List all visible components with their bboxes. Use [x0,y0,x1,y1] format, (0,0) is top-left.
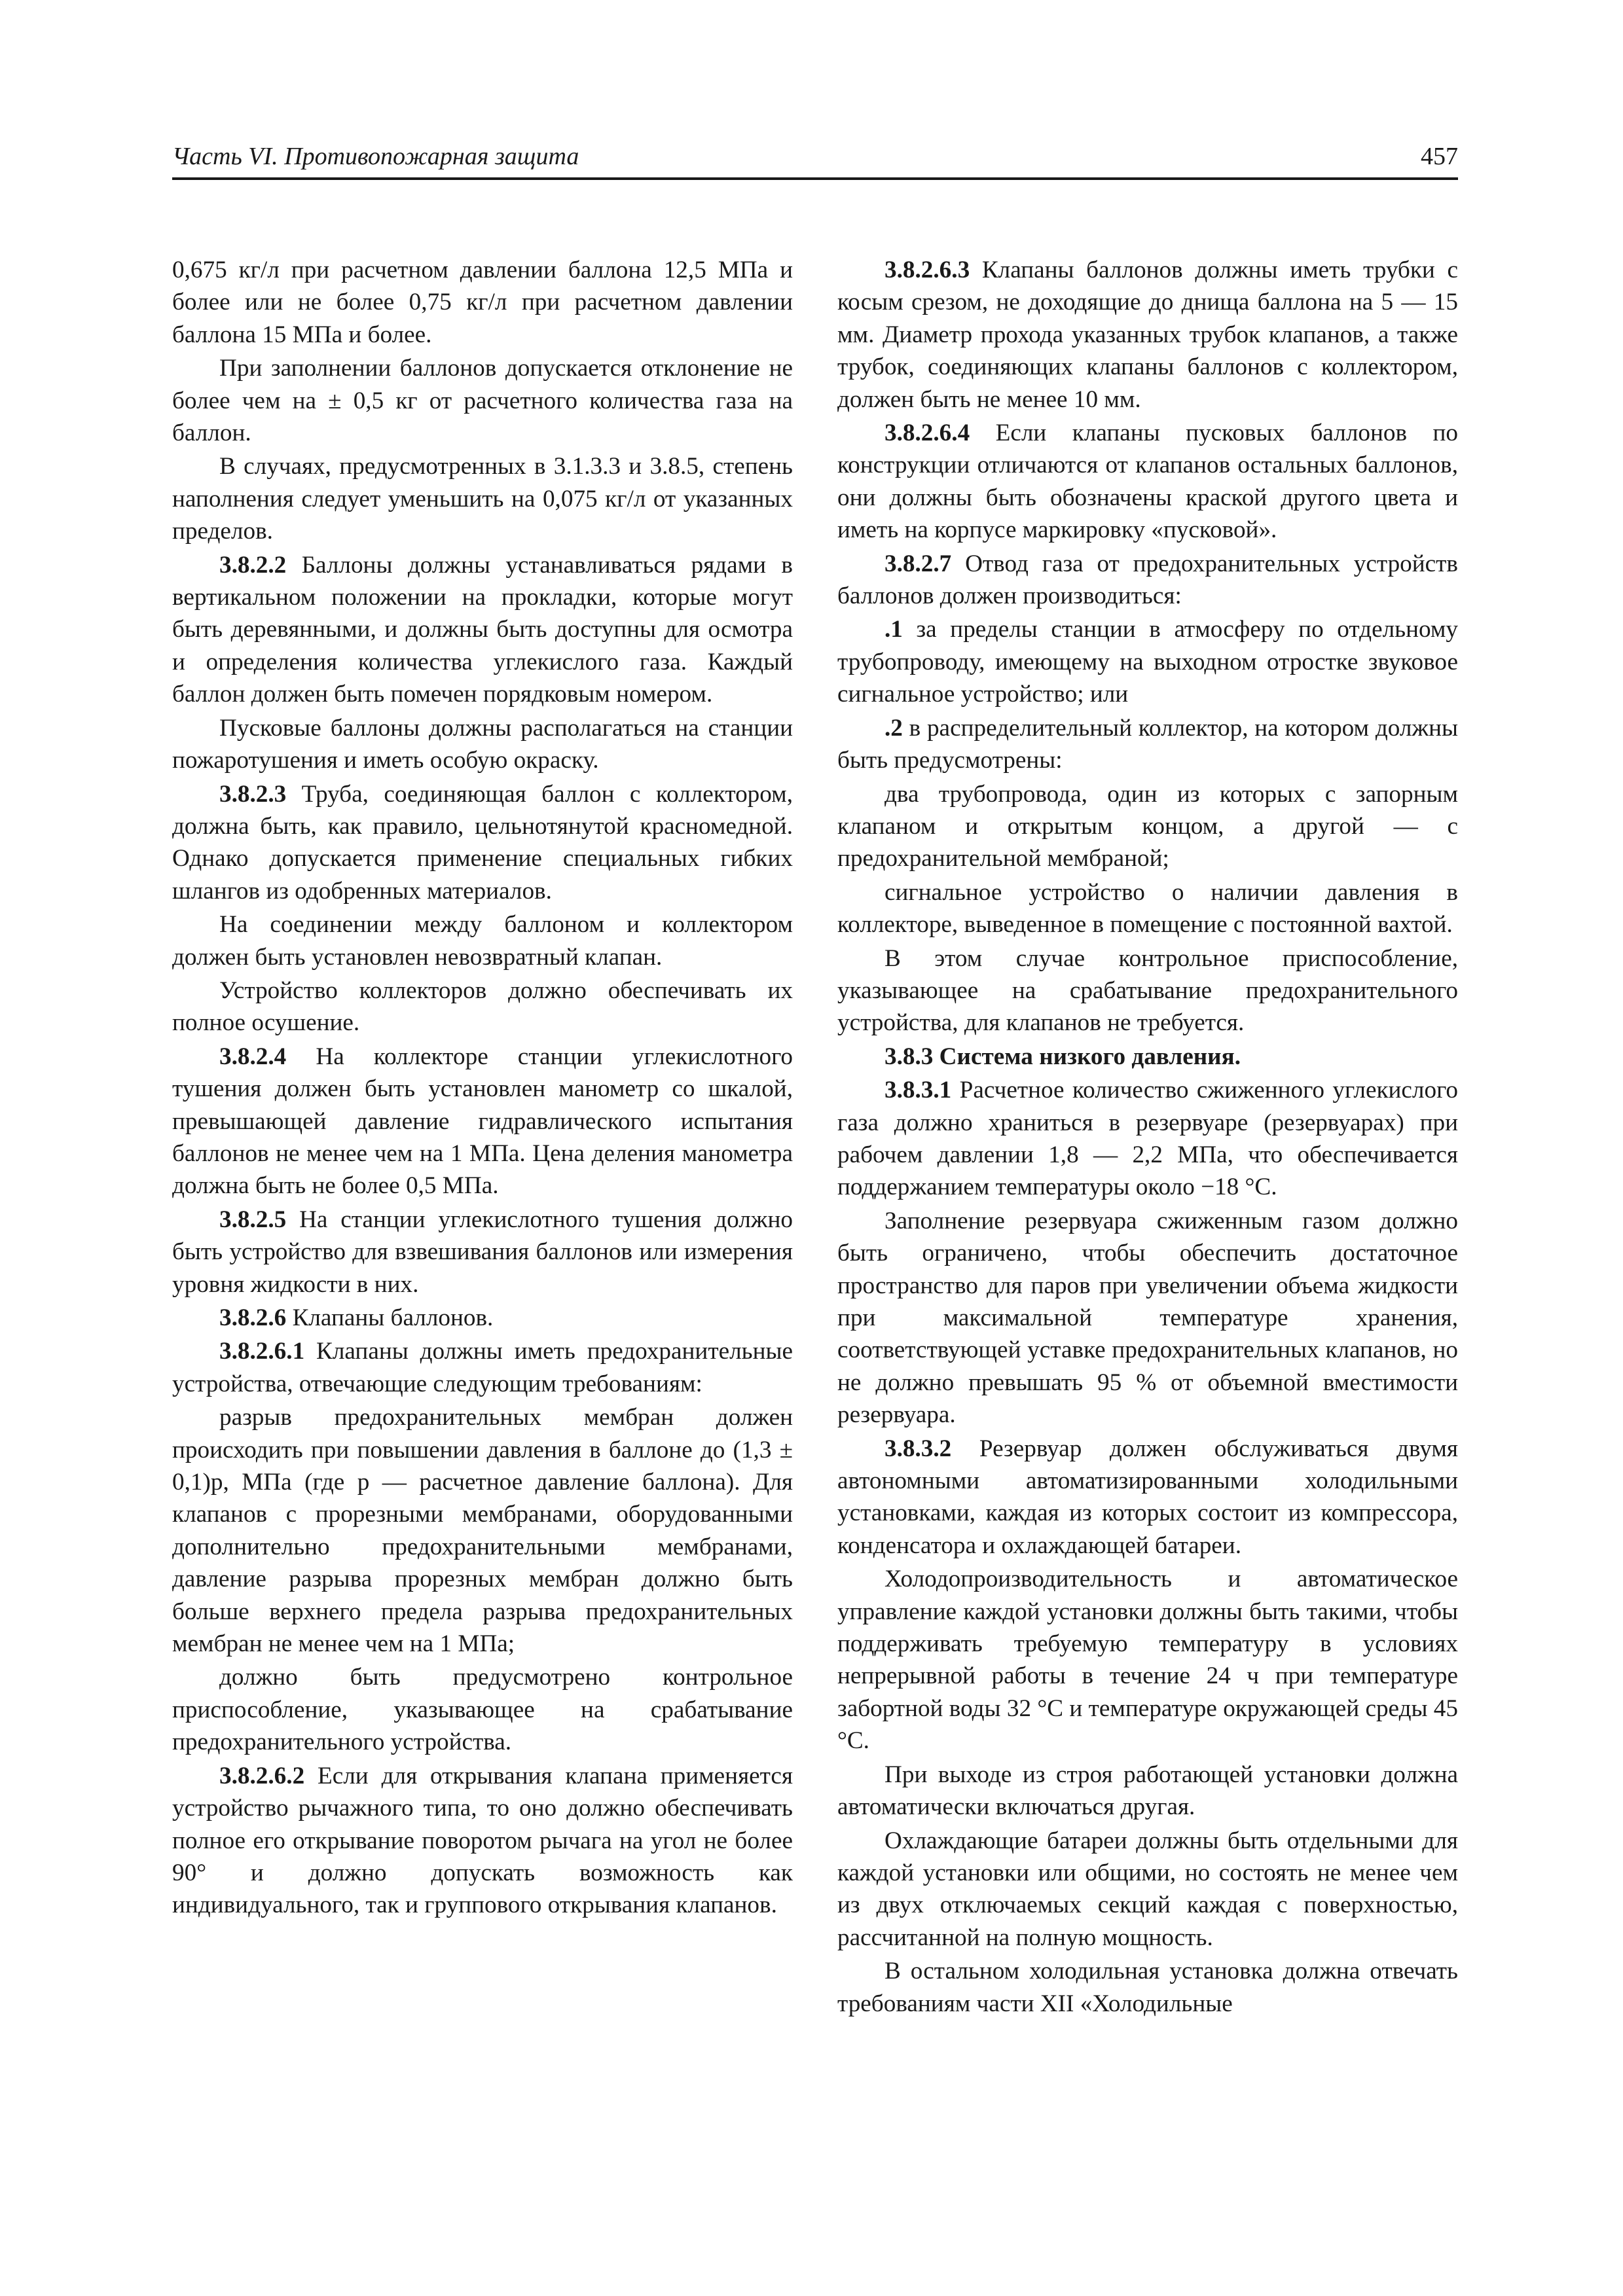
paragraph-text: На станции углекислотного тушения должно быть устройство для взвешивания баллонов или измерения уровня жидкости в них. [172,1206,793,1298]
paragraph [837,613,1458,710]
paragraph [837,1825,1458,1954]
paragraph [172,1661,793,1758]
paragraph-text: разрыв предохранительных мембран должен происходить при повышении давления в баллоне до (1,3 ± 0,1)p, МПа (где p — расчетное давление баллона). Для клапанов с прорезными мембранами, оборудованными дополнительно предохранительными мембранами, давление разрыва прорезных мембран должно быть больше верхнего предела разрыва предохранительных мембран не менее чем на 1 МПа; [172,1404,793,1658]
paragraph [837,876,1458,941]
paragraph [837,254,1458,416]
clause-number: 3.8.2.6.1 [219,1338,305,1365]
paragraph-text: При выходе из строя работающей установки должна автоматически включаться другая. [837,1761,1458,1821]
paragraph [172,712,793,777]
paragraph [837,1433,1458,1562]
clause-number: .2 [884,714,903,742]
paragraph [172,1760,793,1922]
paragraph-text: Устройство коллекторов должно обеспечивать их полное осушение. [172,977,793,1037]
paragraph [172,1302,793,1334]
paragraph [172,908,793,973]
clause-number: 3.8.2.6.4 [884,420,970,447]
paragraph-text: Отвод газа от предохранительных устройств баллонов должен производиться: [837,550,1458,610]
paragraph [837,942,1458,1039]
clause-number: 3.8.2.5 [219,1206,287,1233]
paragraph [172,975,793,1039]
paragraph-text: Заполнение резервуара сжиженным газом должно быть ограничено, чтобы обеспечить достаточное пространство для паров при увеличении объема жидкости при максимальной температуре хранения, соответствующей уставке предохранительных клапанов, но не должно превышать 95 % от объемной вместимости резервуара. [837,1207,1458,1429]
left-column [172,254,793,1922]
paragraph-text: Клапаны должны иметь предохранительные устройства, отвечающие следующим требованиям: [172,1338,793,1397]
paragraph-text: два трубопровода, один из которых с запорным клапаном и открытым концом, а другой — с предохранительной мембраной; [837,780,1458,872]
paragraph-text: Клапаны баллонов должны иметь трубки с косым срезом, не доходящие до днища баллона на 5 — 15 мм. Диаметр прохода указанных трубок клапанов, а также трубок, соединяющих клапаны баллонов с коллектором, должен быть не менее 10 мм. [837,257,1458,413]
paragraph [837,1955,1458,2020]
paragraph [172,1401,793,1660]
paragraph-text: Клапаны баллонов. [286,1304,494,1331]
paragraph-text: В остальном холодильная установка должна отвечать требованиям части XII «Холодильные [837,1958,1458,2017]
paragraph [837,1563,1458,1757]
paragraph-text: Расчетное количество сжиженного углекислого газа должно храниться в резервуаре (резервуарах) при рабочем давлении 1,8 — 2,2 МПа, что обеспечивается поддержанием температуры около −18 °С. [837,1077,1458,1201]
paragraph-text: На коллекторе станции углекислотного тушения должен быть установлен манометр со шкалой, превышающей давление гидравлического испытания баллонов не менее чем на 1 МПа. Цена деления манометра должна быть не более 0,5 МПа. [172,1043,793,1200]
paragraph [172,778,793,908]
paragraph [172,549,793,711]
paragraph-text: Баллоны должны устанавливаться рядами в вертикальном положении на прокладки, которые могут быть деревянными, и должны быть доступны для осмотра и определения количества углекислого газа. Каждый баллон должен быть помечен порядковым номером. [172,551,793,708]
paragraph-text: Пусковые баллоны должны располагаться на станции пожаротушения и иметь особую окраску. [172,714,793,774]
clause-number: 3.8.2.7 [884,550,952,577]
clause-number: 3.8.2.3 [219,780,287,808]
paragraph [837,1759,1458,1823]
paragraph-text: Холодопроизводительность и автоматическое управление каждой установки должны быть такими, чтобы поддерживать требуемую температуру в условиях непрерывной работы в течение 24 ч при температуре забортной воды 32 °С и температуре окружающей среды 45 °С. [837,1566,1458,1755]
paragraph [172,1041,793,1202]
clause-number: 3.8.3.2 [884,1435,952,1462]
paragraph-text: На соединении между баллоном и коллектором должен быть установлен невозвратный клапан. [172,911,793,971]
paragraph [837,712,1458,777]
paragraph-text: за пределы станции в атмосферу по отдельному трубопроводу, имеющему на выходном отростке звуковое сигнальное устройство; или [837,616,1458,708]
clause-number: 3.8.2.4 [219,1043,287,1070]
paragraph-text: в распределительный коллектор, на котором должны быть предусмотрены: [837,714,1458,774]
paragraph-text: Если для открывания клапана применяется устройство рычажного типа, то оно должно обеспечивать полное его открывание поворотом рычага на угол не более 90° и должно допускать возможность как индивидуального, так и группового открывания клапанов. [172,1762,793,1919]
paragraph [837,417,1458,547]
paragraph [837,548,1458,613]
paragraph [172,254,793,351]
clause-number: 3.8.2.2 [219,551,287,579]
paragraph [837,778,1458,875]
paragraph-text: Охлаждающие батареи должны быть отдельными для каждой установки или общими, но состоять не менее чем из двух отключаемых секций каждая с поверхностью, рассчитанной на полную мощность. [837,1827,1458,1951]
paragraph [837,1205,1458,1431]
paragraph [837,1074,1458,1204]
clause-number: 3.8.2.6.3 [884,257,970,283]
paragraph-text: 0,675 кг/л при расчетном давлении баллона 12,5 МПа и более или не более 0,75 кг/л при расчетном давлении баллона 15 МПа и более. [172,257,793,348]
paragraph-text: Если клапаны пусковых баллонов по конструкции отличаются от клапанов остальных баллонов, они должны быть обозначены краской другого цвета и иметь на корпусе маркировку «пусковой». [837,420,1458,544]
paragraph [172,1204,793,1300]
clause-number: 3.8.2.6.2 [219,1762,305,1789]
section-heading [837,1041,1458,1073]
clause-number: 3.8.2.6 [219,1304,287,1331]
paragraph-text: В этом случае контрольное приспособление, указывающее на срабатывание предохранительного устройства, для клапанов не требуется. [837,944,1458,1037]
paragraph-text: В случаях, предусмотренных в 3.1.3.3 и 3.8.5, степень наполнения следует уменьшить на 0,075 кг/л от указанных пределов. [172,453,793,545]
paragraph-text: Резервуар должен обслуживаться двумя автономными автоматизированными холодильными установками, каждая из которых состоит из компрессора, конденсатора и охлаждающей батареи. [837,1435,1458,1559]
paragraph [172,352,793,449]
paragraph-text: сигнальное устройство о наличии давления в коллекторе, выведенное в помещение с постоянной вахтой. [837,878,1458,939]
running-header [172,141,1458,180]
paragraph [172,450,793,547]
right-column [837,254,1458,2020]
clause-number: 3.8.3.1 [884,1077,952,1104]
clause-number: .1 [884,616,903,643]
page-number: 457 [1421,143,1458,170]
section-title: 3.8.3 Система низкого давления. [884,1043,1241,1070]
running-header-title: Часть VI. Противопожарная защита [172,143,579,170]
paragraph-text: должно быть предусмотрено контрольное приспособление, указывающее на срабатывание предохранительного устройства. [172,1664,793,1756]
paragraph-text: Труба, соединяющая баллон с коллектором, должна быть, как правило, цельнотянутой красномедной. Однако допускается применение специальных гибких шлангов из одобренных материалов. [172,780,793,905]
paragraph [172,1335,793,1400]
paragraph-text: При заполнении баллонов допускается отклонение не более чем на ± 0,5 кг от расчетного количества газа на баллон. [172,355,793,447]
